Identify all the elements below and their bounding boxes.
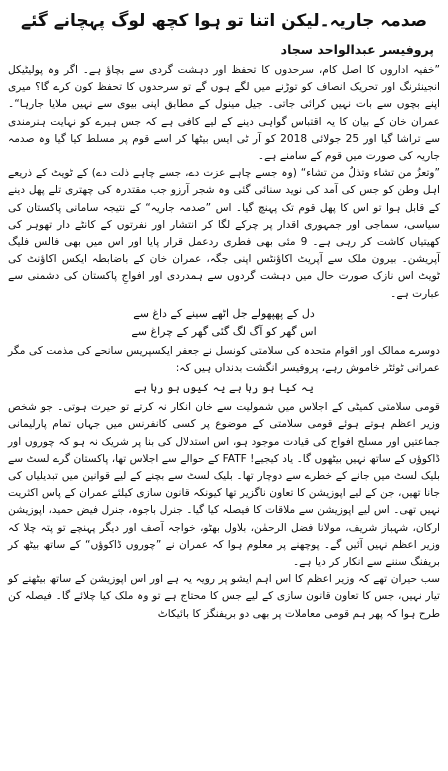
- verse-couplet: [8, 305, 440, 341]
- paragraph-2: ”وتعزُ من تشاء وتذلُ من تشاء“ (وہ جسے چاہے عزت دے، جسے چاہے ذلت دے) کے ٹویٹ کے ذریعے اہل وطن کو جس کی آمد کی نوید سنائی گئی وہ شجر آرزو جب مقتدرہ کی چھتری تلے پھل دینے کے قابل ہوا تو اس کا پھل قوم تک پہنچ گیا۔ اس ”صدمہ جاریہ“ کے نتیجہ سامانی پاکستان کی سیاسی، سماجی اور جمہوری اقدار پر چرکے لگا کر انتشار اور نفرتوں کے کانٹے دار تھوہر کی کھیتیاں کاشت کر رہی ہے۔ 9 مئی بھی فطری ردعمل قرار پایا اور اس میں بھی فالس فلیگ آپریشن۔ بیرون ملک سے آپریٹ اکاؤنٹس اپنی جگہ، عمران خان کے باضابطہ ایکس اکاؤنٹ کی ٹویٹ اس نازک صورت حال میں دہشت گردوں سے ہمدردی اور افواجِ پاکستان کی دشمنی سے عبارت ہے۔: [8, 167, 440, 300]
- author-name: پروفیسر عبدالواحد سجاد: [280, 42, 434, 57]
- verse-line: یہ کیا ہو رہا ہے یہ کیوں ہو رہا ہے: [134, 381, 314, 395]
- paragraph-5: سب حیران تھے کہ وزیر اعظم کا اس اہم ایشو پر رویہ یہ ہے اور اس اپوزیشن کے ساتھ بیٹھنے کو تیار نہیں، جس کا تعاون قانون سازی کے لیے جس کا محتاج ہے تو وہ ملک کیا چلائے گا۔ فیصلہ کن طرح ہوا کہ پھر ہم قومی معاملات پر بھی دو بریفنگز کا بائیکاٹ: [8, 573, 440, 620]
- paragraph-4: قومی سلامتی کمیٹی کے اجلاس میں شمولیت سے خان انکار نہ کرتے تو حیرت ہوتی۔ جو شخص وزیر اعظم ہوتے ہوئے قومی سلامتی کے موضوع پر کسی کانفرنس میں جہاں تمام پارلیمانی جماعتیں اور مسلح افواج کی قیادت موجود ہو، اس استدلال کی بنا پر شریک نہ ہو کہ چوروں اور ڈاکوؤں کے ساتھ نہیں بیٹھوں گا۔ یاد کیجیے! FATF کے حوالے سے اجلاس تھا، پاکستان گرے لسٹ سے بلیک لسٹ میں جانے کے خطرے سے دوچار تھا۔ بلیک لسٹ سے بچنے کے لیے قوانین میں تبدیلیاں کی جانا تھیں، جن کے لیے اپوزیشن کا تعاون ناگزیر تھا کیونکہ قانون سازی کیلئے عمران کے پاس اکثریت نہیں تھی۔ اس لیے اپوزیشن سے ملاقات کا فیصلہ کیا گیا۔ جنرل باجوہ، جنرل فیض حمید، اپوزیشن ارکان، شہباز شریف، مولانا فضل الرحمٰن، بلاول بھٹو، خواجہ آصف اور دیگر پہنچے تو پتہ چلا کہ وزیر اعظم نہیں آئیں گے۔ پوچھنے پر معلوم ہوا کہ عمران نے ”چوروں ڈاکوؤں“ کے ساتھ بیٹھ کر بریفنگ سننے سے انکار کر دیا ہے۔: [8, 401, 440, 569]
- article-title: صدمہ جاریہ۔لیکن اتنا تو ہوا کچھ لوگ پہچانے گئے: [21, 11, 427, 31]
- verse-line: دل کے پھپھولے جل اٹھے سینے کے داغ سے: [133, 306, 315, 320]
- paragraph-1: ”خفیہ اداروں کا اصل کام، سرحدوں کا تحفظ اور دہشت گردی سے بچاؤ ہے۔ اگر وہ پولیٹیکل انجینئرنگ اور تحریک انصاف کو توڑنے میں لگے ہوں گے تو سرحدوں کا تحفظ کون کرے گا؟ میری اپنے بچوں سے بات نہیں کرائی جاتی۔ جیل مینول کے مطابق اپنی بیوی سے نہیں ملایا جارہا“۔ عمران خان کے بیان کا یہ اقتباس گواہی دینے کے لیے کافی ہے کہ جس ہیرے کو نہایت ہنرمندی سے تراشا گیا اور 25 جولائی 2018 کو آر ٹی ایس بیٹھا کر اسے قوم پر مسلط کیا گیا وہ صدمہ جاریہ کی صورت میں قوم کے سامنے ہے۔: [8, 64, 440, 163]
- verse-line-block: [8, 379, 440, 397]
- verse-line: اس گھر کو آگ لگ گئی گھر کے چراغ سے: [131, 324, 317, 338]
- paragraph-3: دوسرے ممالک اور اقوام متحدہ کی سلامتی کونسل نے جعفر ایکسپریس سانحے کی مذمت کی مگر عمرانی ٹوئٹر خاموش رہے، پروفیسر انگشت بدنداں ہیں کہ:: [8, 344, 440, 375]
